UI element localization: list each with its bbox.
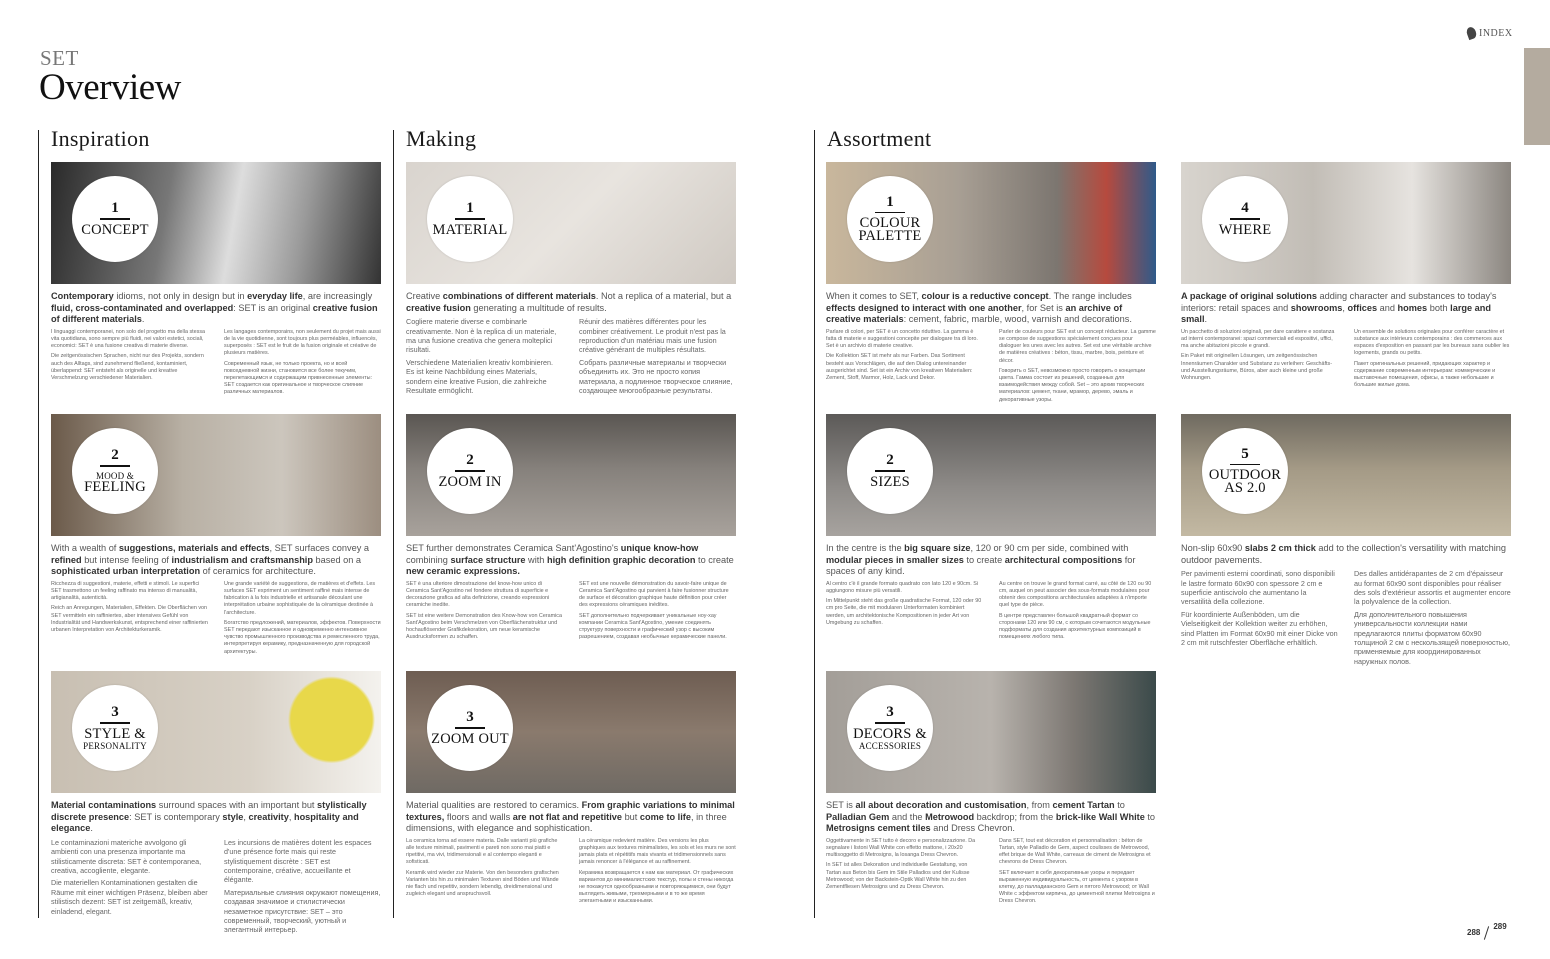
zoom-in-translations — [406, 581, 736, 645]
sizes-badge — [847, 428, 933, 514]
page-numbers — [1467, 922, 1507, 940]
page-number-right: 289 — [1493, 922, 1507, 932]
zoom-out-photo — [406, 671, 736, 793]
card-material — [406, 162, 736, 398]
card-where — [1181, 162, 1511, 392]
translation-paragraph: Для дополнительного повышения универсальности коллекции нами предлагаются плиты форматом 60x90 толщиной 2 см с нескользящей поверхностью, применяемые для координированных наружных полов. — [1354, 609, 1510, 666]
badge-number: 3 — [466, 709, 474, 726]
feeling-mood-photo — [51, 414, 381, 536]
translation-paragraph: Oggettivamente in SET tutto è decoro e personalizzazione. Da segnalare i listoni Wall White con effetto mattone, i 20x20 multisoggetto di Metrosigns, la losanga Dress Chevron. — [826, 837, 976, 859]
material-photo — [406, 162, 736, 284]
card-sizes — [826, 414, 1156, 644]
where-lead-text: A package of original solutions adding character and substances to today's interiors: retail spaces and showrooms, offices and homes both large and small. — [1181, 291, 1497, 325]
decors-accessories-badge — [847, 685, 933, 771]
style-personality-lead-text: Material contaminations surround spaces with an important but stylistically discrete presence: SET is contemporary style, creativity, hospitality and elegance. — [51, 800, 367, 834]
translation-paragraph: Une grande variété de suggestions, de matières et d'effets. Les surfaces SET expriment un sentiment raffiné mais intense de fabrication à la fois industrielle et artisanale découlant une interprétation urbaine sophistiquée de la céramique destinée à l'architecture. — [224, 580, 376, 616]
translation-column — [826, 838, 983, 909]
column-divider — [814, 130, 815, 918]
colour-palette-photo — [826, 162, 1156, 284]
translation-paragraph: Cogliere materie diverse e combinarle creativamente. Non è la replica di un materiale, ma una fusione creativa che genera molteplici risultati. — [406, 317, 557, 355]
translation-paragraph: Die Kollektion SET ist mehr als nur Farben. Das Sortiment besteht aus Vorschlägen, die auf den Dialog untereinander ausgerichtet sind. Set ist ein Archiv von kreativen Materialien: Zement, Stoff, Marmor, Holz, Lack und Dekor. — [826, 353, 973, 381]
card-zoom-out — [406, 671, 736, 909]
side-tab[interactable] — [1524, 48, 1550, 145]
where-badge — [1202, 176, 1288, 262]
translation-column — [224, 581, 381, 659]
badge-number: 4 — [1241, 200, 1249, 217]
translation-paragraph: Un pacchetto di soluzioni originali, per dare carattere e sostanza ad interni contemporanei: spazi commerciali ed espositivi, uffici, ma anche abitazioni piccole e grandi. — [1181, 328, 1335, 350]
index-arrow-icon — [1465, 26, 1478, 40]
badge-rule — [100, 465, 130, 467]
badge-rule — [100, 722, 130, 724]
translation-paragraph: Die zeitgenössischen Sprachen, nicht nur des Projekts, sondern auch des Alltags, sind zunehmend fließend, kontaminiert, überlappend: SET entsteht als originelle und kreative Verschmelzung verschiedener Materialien. — [51, 353, 204, 381]
style-personality-badge — [72, 685, 158, 771]
column-title-inspiration: Inspiration — [51, 126, 150, 151]
concept-photo — [51, 162, 381, 284]
translation-paragraph: Les incursions de matières dotent les espaces d'une présence forte mais qui reste stylistiquement discrète : SET est contemporaine, créative, accueillante et élégante. — [224, 837, 372, 885]
badge-rule — [1230, 464, 1260, 466]
badge-label-main: ZOOM OUT — [431, 730, 509, 747]
translation-paragraph: Al centro c'è il grande formato quadrato con lato 120 e 90cm. Si aggiungono misure più versatili. — [826, 580, 979, 594]
badge-label — [432, 221, 508, 238]
translation-column — [1354, 569, 1511, 669]
column-divider — [393, 130, 394, 918]
style-personality-photo — [51, 671, 381, 793]
translation-column — [1181, 569, 1338, 669]
badge-label-main: COLOUR PALETTE — [858, 215, 922, 245]
badge-label — [870, 473, 910, 490]
translation-paragraph: Пакет оригинальных решений, придающих характер и содержание современным интерьерам: коммерческие и выставочные помещения, офисы, а также небольшие и большие жилые дома. — [1354, 360, 1496, 389]
translation-paragraph: Современный язык, не только проекта, но и всей повседневной жизни, становится все более текучим, перелетающимся и содержащим привнесенные элементы: SET создается как оригинальное и творческое слияние различных материалов. — [224, 360, 373, 396]
translation-paragraph: SET è una ulteriore dimostrazione del know-how unico di Ceramica Sant'Agostino nel fondere struttura di superficie e decorazione grafica ad alta definizione, creando espressioni ceramiche inedite. — [406, 580, 550, 609]
page-title: Overview — [39, 67, 181, 108]
column-title-assortment: Assortment — [827, 126, 932, 151]
translation-column — [406, 838, 563, 909]
badge-number: 5 — [1241, 445, 1249, 462]
badge-number: 3 — [886, 704, 894, 721]
badge-label-small: MOOD & — [96, 470, 134, 481]
badge-label-main: CONCEPT — [81, 221, 149, 238]
translation-paragraph: Verschiedene Materialien kreativ kombinieren. Es ist keine Nachbildung eines Materials, sondern eine kreative Fusion, die zahlreiche Resultate ermöglicht. — [406, 357, 554, 396]
badge-label — [853, 725, 927, 751]
material-badge — [427, 176, 513, 262]
badge-label-main: DECORS & — [853, 725, 927, 742]
zoom-in-photo — [406, 414, 736, 536]
badge-label-main: STYLE & — [84, 725, 146, 742]
translation-paragraph: Die materiellen Kontaminationen gestalten die Räume mit einer wichtigen Präsenz, bleiben aber stilistisch dezent: SET ist zeitgemäß, kreativ, einladend, elegant. — [51, 878, 208, 916]
translation-paragraph: SET включает в себя декоративные узоры и передает выраженную индивидуальность, от цемента с узором в клетку, до палладианского Gem и пятого Metrowood; от Wall White с эффектом кирпича, до цементной плитки Metrosigns и Dress Chevron. — [999, 869, 1155, 905]
feeling-mood-lead-text: With a wealth of suggestions, materials and effects, SET surfaces convey a refined but intense feeling of industrialism and craftsmanship based on a sophisticated urban interpretation of ceramics for architecture. — [51, 543, 369, 577]
translation-column — [224, 329, 381, 400]
badge-label-main: SIZES — [870, 473, 910, 490]
translation-paragraph: Per pavimenti esterni coordinati, sono disponibili le lastre formato 60x90 con spessore 2 cm e superficie antiscivolo che aumentano la versatilità della collezione. — [1181, 569, 1335, 607]
badge-rule — [875, 470, 905, 472]
translation-paragraph: Réunir des matières différentes pour les combiner créativement. Le produit n'est pas la reproduction d'un matériau mais une fusion créative générant de multiples résultats. — [579, 317, 726, 355]
translation-column — [999, 329, 1156, 407]
translation-paragraph: Des dalles antidérapantes de 2 cm d'épaisseur au format 60x90 sont disponibles pour réaliser des sols d'extérieur assortis et augmenter encore la polyvalence de la collection. — [1354, 569, 1511, 607]
translation-column — [999, 581, 1156, 645]
index-link[interactable] — [1467, 27, 1513, 39]
translation-column — [999, 838, 1156, 909]
translation-paragraph: Für koordinierte Außenböden, um die Vielseitigkeit der Kollektion weiter zu erhöhen, sind Platten im Format 60x90 mit einer Dicke von 2 cm mit rutschfester Oberfläche erhältlich. — [1181, 609, 1338, 648]
concept-lead-text: Contemporary idioms, not only in design but in everyday life, are increasingly fluid, cross-contaminated and overlapped: SET is an original creative fusion of different materials. — [51, 291, 378, 325]
index-label: INDEX — [1479, 27, 1513, 39]
badge-label — [438, 473, 502, 490]
zoom-out-badge — [427, 685, 513, 771]
translation-column — [51, 581, 208, 659]
page-number-left: 288 — [1467, 928, 1481, 938]
badge-label — [431, 730, 509, 747]
translation-paragraph: Au centre on trouve le grand format carré, au côté de 120 ou 90 cm, auquel on peut associer des sous-formats modulaires pour obtenir des compositions architecturales adaptées à n'importe quel type de pièce. — [999, 580, 1152, 609]
where-translations — [1181, 329, 1511, 393]
badge-label-main: OUTDOOR AS 2.0 — [1208, 467, 1282, 497]
translation-paragraph: La ceramica torna ad essere materia. Dalle varianti più grafiche alle texture minimali, pavimenti e pareti non sono mai piatti e ripetitivi, ma vivi, tridimensionali e al contempo eleganti e sofisticati. — [406, 837, 558, 866]
badge-label-main: MATERIAL — [432, 221, 508, 238]
badge-label — [84, 471, 146, 494]
translation-column — [51, 838, 208, 938]
translation-paragraph: Керамика возвращается к нам как материал. От графических вариантов до минималистских текстур, полы и стены никогда не покажутся однообразными и повторяющимися, они будут выглядеть живыми, трехмерными и в то же время элегантными и изысканными. — [579, 869, 734, 905]
translation-paragraph: La céramique redevient matière. Des versions les plus graphiques aux textures minimalistes, les sols et les murs ne sont jamais plats et répétitifs mais vivants et tridimensionnels sans jamais renoncer à l'élégance et au raffinement. — [579, 837, 736, 866]
translation-paragraph: Ricchezza di suggestioni, materie, effetti e stimoli. Le superfici SET trasmettono un feeling raffinato ma intenso di manualità, artigianalità, autenticità. — [51, 580, 200, 602]
translation-paragraph: Говорить о SET, невозможно просто говорить о концепции цвета. Гамма состоит из решений, созданных для взаимодействия между собой. Set – это архив творческих материалов: цемент, ткани, мрамор, дерево, эмаль и декоративные узоры. — [999, 367, 1146, 403]
translation-paragraph: Parlare di colori, per SET è un concetto riduttivo. La gamma è fatta di materie e suggestioni concepite per dialogare tra di loro. Set è un archivio di materie creative. — [826, 328, 978, 350]
zoom-out-translations — [406, 838, 736, 909]
translation-column — [1181, 329, 1338, 393]
translation-column — [406, 581, 563, 645]
zoom-out-lead-text: Material qualities are restored to ceramics. From graphic variations to minimal textures, floors and walls are not flat and repetitive but come to life, in three dimensions, with elegance and sophistication. — [406, 800, 735, 834]
card-concept — [51, 162, 381, 400]
translation-paragraph: Les langages contemporains, non seulement du projet mais aussi de la vie quotidienne, sont toujours plus perméables, influencés, superposés : SET est le fruit de la fusion originale et créative de plusieurs matières. — [224, 328, 381, 357]
badge-rule — [100, 218, 130, 220]
colour-palette-lead-text: When it comes to SET, colour is a reductive concept. The range includes effects designed to interact with one another, for Set is an archive of creative materials: cement, fabric, marble, wood, varnish and decorations. — [826, 291, 1132, 325]
badge-rule — [875, 722, 905, 724]
translation-column — [1354, 329, 1511, 393]
feeling-mood-badge — [72, 428, 158, 514]
badge-rule — [455, 727, 485, 729]
badge-label — [847, 217, 933, 243]
badge-rule — [455, 470, 485, 472]
outdoor-as-2-0-translations — [1181, 569, 1511, 669]
outdoor-as-2-0-lead-text: Non-slip 60x90 slabs 2 cm thick add to the collection's versatility with matching outdoor pavements. — [1181, 543, 1507, 565]
badge-label — [83, 725, 147, 751]
decors-accessories-translations — [826, 838, 1156, 909]
decors-accessories-lead-text: SET is all about decoration and customisation, from cement Tartan to Palladian Gem and the Metrowood backdrop; from the brick-like Wall White to Metrosigns cement tiles and Dress Chevron. — [826, 800, 1156, 834]
feeling-mood-translations — [51, 581, 381, 659]
badge-label-main: FEELING — [84, 478, 146, 495]
sizes-lead-text: In the centre is the big square size, 120 or 90 cm per side, combined with modular pieces in smaller sizes to create architectural compositions for spaces of any kind. — [826, 543, 1136, 577]
style-personality-translations — [51, 838, 381, 938]
zoom-in-lead-text: SET further demonstrates Ceramica Sant'Agostino's unique know-how combining surface structure with high definition graphic decoration to create new ceramic expressions. — [406, 543, 734, 577]
badge-number: 2 — [111, 447, 119, 464]
sizes-photo — [826, 414, 1156, 536]
concept-badge — [72, 176, 158, 262]
decors-accessories-photo — [826, 671, 1156, 793]
translation-paragraph: Reich an Anregungen, Materialien, Effekten. Die Oberflächen von SET vermitteln ein raffiniertes, aber intensives Gefühl von Industrialität und Handwerkskunst, entsprechend einer raffinierten urbanen Interpretation von Architekturkeramik. — [51, 605, 208, 633]
translation-paragraph: SET ist eine weitere Demonstration des Know-how von Ceramica Sant'Agostino beim Verschmelzen von Oberflächenstruktur und hochauflösender Grafikdekoration, um neue keramische Ausdrucksformen zu schaffen. — [406, 612, 562, 641]
card-decors-accessories — [826, 671, 1156, 909]
translation-paragraph: SET дополнительно подчеркивает уникальные ноу-хау компании Ceramica Sant'Agostino, умение соединять структуру поверхности и графический узор с высоким разрешением, создавая необычные керамические панели. — [579, 612, 727, 641]
translation-paragraph: Ein Paket mit originellen Lösungen, um zeitgenössischen Innenräumen Charakter und Substanz zu verleihen: Geschäfts- und Ausstellungsräume, Büros, aber auch kleine und große Wohnungen. — [1181, 353, 1333, 381]
badge-rule — [1230, 218, 1260, 220]
card-outdoor-as-2-0 — [1181, 414, 1511, 669]
section-kicker: SET — [40, 46, 79, 70]
translation-paragraph: Keramik wird wieder zur Materie. Von den besonders grafischen Varianten bis hin zu minimalen Texturen sind Böden und Wände nie flach und repetitiv, sondern lebendig, dreidimensional und zugleich elegant und anspruchsvoll. — [406, 869, 559, 898]
translation-column — [826, 329, 983, 407]
translation-column — [224, 838, 381, 938]
translation-paragraph: I linguaggi contemporanei, non solo del progetto ma della stessa vita quotidiana, sono sempre più fluidi, nei valori estetici, sociali, economici: SET è una fusione creativa di materie diverse. — [51, 328, 206, 350]
translation-paragraph: Богатство предложений, материалов, эффектов. Поверхности SET передают изысканное и одновременно интенсивное чувство промышленного производства и ремесленного труда, интерпретируя керамику, предназначенную для городской архитектуры. — [224, 619, 381, 655]
badge-label-main: ZOOM IN — [438, 473, 502, 490]
card-style-personality — [51, 671, 381, 938]
badge-number: 2 — [466, 452, 474, 469]
card-feeling-mood — [51, 414, 381, 659]
translation-paragraph: Материальные слияния окружают помещения, создавая значимое и стилистически незаметное присутствие: SET – это современный, творческий, уютный и элегантный интерьер. — [224, 887, 381, 935]
translation-column — [579, 838, 736, 909]
column-title-making: Making — [406, 126, 477, 151]
outdoor-as-2-0-photo — [1181, 414, 1511, 536]
translation-paragraph: In SET ist alles Dekoration und individuelle Gestaltung, von Tartan aus Beton bis Gem im Stile Palladios und der Kulisse Metrowood; von der Backstein-Optik Wall White hin zu den Zementfliesen Metrosigns und zu Dress Chevron. — [826, 862, 970, 890]
material-translations — [406, 317, 736, 398]
translation-paragraph: В центре представлен большой квадратный формат со сторонами 120 или 90 см, с которым сочетаются модульные подформаты для создания архитектурных композиций в помещениях любого типа. — [999, 612, 1151, 641]
translation-column — [579, 317, 736, 398]
card-colour-palette — [826, 162, 1156, 407]
material-lead-text: Creative combinations of different materials. Not a replica of a material, but a creative fusion generating a multitude of results. — [406, 291, 732, 313]
translation-paragraph: Dans SET, tout est décoration et personnalisation : béton de Tartan, style Palladio de Gem, aspect coulisses de Metrowood, effet brique de Wall White, carreaux de ciment de Metrosigns et chevrons de Dress Chevron. — [999, 837, 1151, 866]
zoom-in-badge — [427, 428, 513, 514]
card-zoom-in — [406, 414, 736, 644]
badge-label-small: ACCESSORIES — [858, 740, 922, 751]
badge-number: 3 — [111, 704, 119, 721]
badge-rule — [455, 218, 485, 220]
colour-palette-translations — [826, 329, 1156, 407]
badge-label — [81, 221, 149, 238]
translation-column — [51, 329, 208, 400]
concept-translations — [51, 329, 381, 400]
badge-number: 1 — [886, 193, 894, 210]
where-photo — [1181, 162, 1511, 284]
badge-rule — [875, 212, 905, 214]
translation-column — [406, 317, 563, 398]
translation-paragraph: Im Mittelpunkt steht das große quadratische Format, 120 oder 90 cm pro Seite, die mit modularen Unterformaten kombiniert werden, um architektonische Kompositionen in jeder Art von Umgebung zu schaffen. — [826, 598, 982, 626]
translation-column — [826, 581, 983, 645]
colour-palette-badge — [847, 176, 933, 262]
translation-paragraph: Le contaminazioni materiche avvolgono gli ambienti con una presenza importante ma stilisticamente discreta: SET è contemporanea, creativa, accogliente, elegante. — [51, 837, 202, 875]
translation-paragraph: Собрать различные материалы и творчески объединить их. Это не просто копия материала, а подлинное творческое слияние, создающее многообразные результаты. — [579, 357, 733, 396]
outdoor-as-2-0-badge — [1202, 428, 1288, 514]
badge-label-main: WHERE — [1218, 221, 1272, 238]
translation-column — [579, 581, 736, 645]
badge-number: 2 — [886, 452, 894, 469]
translation-paragraph: Parler de couleurs pour SET est un concept réducteur. La gamme se compose de suggestions spécialement conçues pour dialoguer les unes avec les autres. Set est une véritable archive de matières créatives : béton, tissu, marbre, bois, peinture et décor. — [999, 328, 1156, 364]
badge-label-small: PERSONALITY — [83, 740, 147, 751]
translation-paragraph: Un ensemble de solutions originales pour conférer caractère et substance aux intérieurs contemporains : des commerces aux espaces d'exposition en passant par les bureaux sans oublier les logements, grands ou petits. — [1354, 328, 1510, 357]
column-divider — [38, 130, 39, 918]
badge-label — [1202, 469, 1288, 495]
badge-label — [1218, 221, 1272, 238]
sizes-translations — [826, 581, 1156, 645]
badge-number: 1 — [111, 200, 119, 217]
badge-number: 1 — [466, 200, 474, 217]
translation-paragraph: SET est une nouvelle démonstration du savoir-faire unique de Ceramica Sant'Agostino qui parvient à faire fusionner structure de surface et décoration graphique haute définition pour créer des expressions céramiques inédites. — [579, 580, 729, 609]
